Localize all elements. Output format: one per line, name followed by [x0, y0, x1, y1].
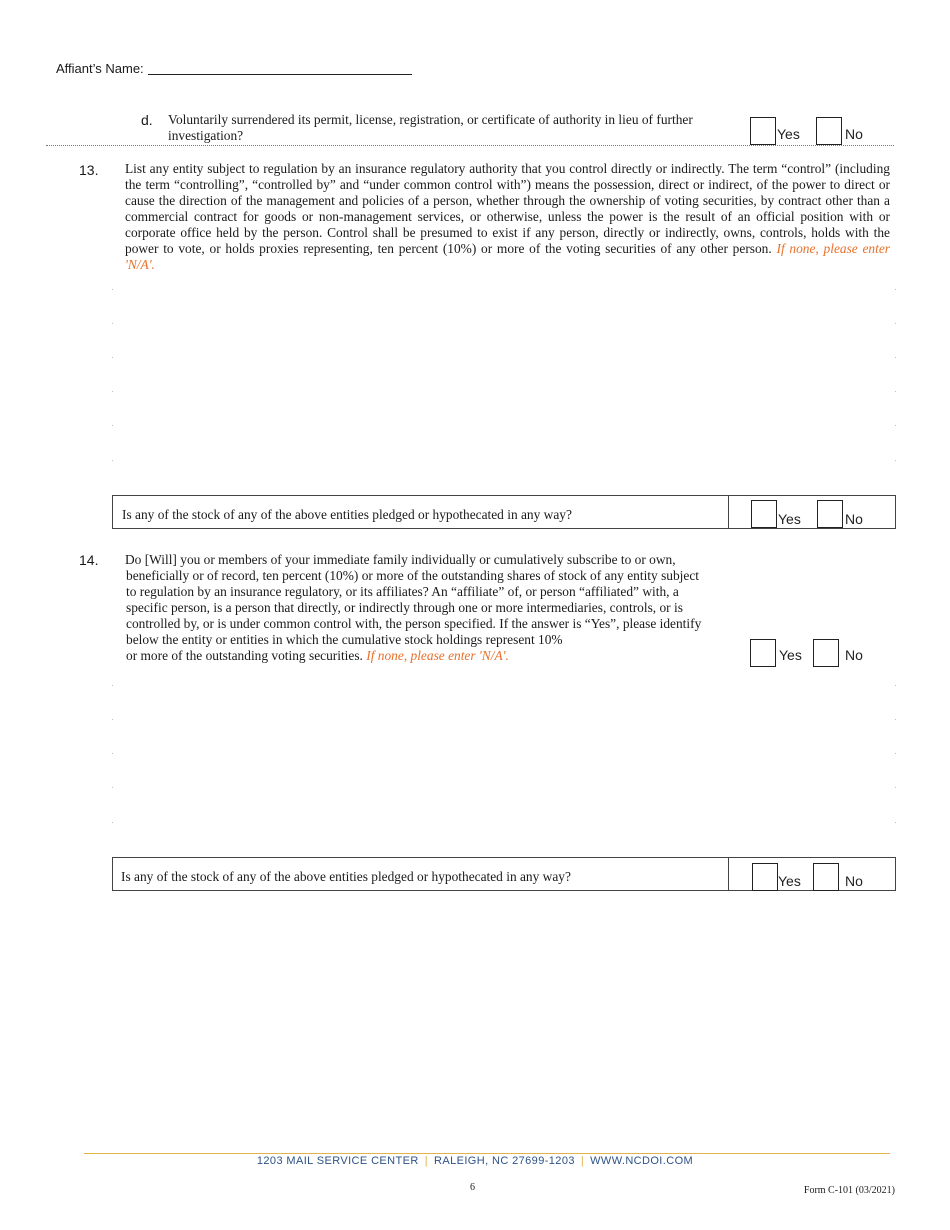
q14-line-2: beneficially or of record, ten percent (10%) or more of the outstanding shares of stock of any entity subject	[126, 568, 699, 583]
q14-entry-line-4[interactable]	[112, 787, 896, 788]
q13-number: 13.	[79, 162, 99, 178]
q14-number: 14.	[79, 552, 99, 568]
q14-line-5: controlled by, or is under common control with, the person specified. If the answer is “Yes”, please identify	[126, 616, 702, 631]
q13-pledge-yes-checkbox[interactable]	[751, 500, 777, 528]
item-d-yes-checkbox[interactable]	[750, 117, 776, 145]
footer-address-bar: 1203 MAIL SERVICE CENTER | RALEIGH, NC 27699-1203 | WWW.NCDOI.COM	[256, 1155, 694, 1167]
footer-address: 1203 MAIL SERVICE CENTER	[256, 1155, 419, 1167]
footer-website[interactable]: WWW.NCDOI.COM	[590, 1155, 694, 1167]
q14-line-6: below the entity or entities in which the cumulative stock holdings represent 10%	[126, 632, 563, 647]
item-d-no-label: No	[845, 126, 863, 142]
q13-body: List any entity subject to regulation by an insurance regulatory authority that you control directly or indirectly. The term “control” (including the term “controlling”, “controlled by” and “under common control with”) means the possession, direct or indirect, of the power to direct or cause the direction of the management and policies of a person, whether through the ownership of voting securities, by contract other than a commercial contract for goods or non-management services, or otherwise, unless the power is the result of an official position with or corporate office held by the person. Control shall be presumed to exist if any person, directly or indirectly, owns, controls, holds with the power to vote, or holds proxies representing, ten percent (10%) or more of the voting securities of any other person.	[125, 161, 890, 256]
q13-entry-line-5[interactable]	[112, 425, 896, 426]
q14-entry-line-5[interactable]	[112, 822, 896, 823]
item-d-yes-label: Yes	[777, 126, 800, 142]
q13-entry-line-4[interactable]	[112, 391, 896, 392]
q14-entry-line-2[interactable]	[112, 719, 896, 720]
q13-pledge-no-checkbox[interactable]	[817, 500, 843, 528]
item-d-letter: d.	[141, 112, 153, 128]
q14-text	[125, 552, 750, 664]
affiant-name-field[interactable]	[148, 74, 412, 75]
section-divider	[46, 145, 894, 146]
q14-yes-checkbox[interactable]	[750, 639, 776, 667]
item-d-text: Voluntarily surrendered its permit, license, registration, or certificate of authority in lieu of further investigation?	[168, 112, 693, 143]
q14-no-checkbox[interactable]	[813, 639, 839, 667]
q14-entry-line-1[interactable]	[112, 685, 896, 686]
q13-pledge-no-label: No	[845, 511, 863, 527]
q14-no-label: No	[845, 647, 863, 663]
affiant-name-label: Affiant’s Name:	[56, 61, 144, 76]
footer-rule	[84, 1153, 890, 1154]
q13-entry-line-6[interactable]	[112, 460, 896, 461]
footer-city: RALEIGH, NC 27699-1203	[433, 1155, 575, 1167]
q14-line-4: specific person, is a person that directly, or indirectly through one or more intermediaries, controls, or is	[126, 600, 683, 615]
q13-pledge-divider	[728, 496, 729, 528]
q14-note: If none, please enter 'N/A'.	[366, 648, 509, 663]
q13-entry-line-3[interactable]	[112, 357, 896, 358]
q13-entry-line-2[interactable]	[112, 323, 896, 324]
q14-pledge-no-label: No	[845, 873, 863, 889]
q14-line-7: or more of the outstanding voting securities.	[126, 648, 363, 663]
q14-yes-label: Yes	[779, 647, 802, 663]
q13-text	[125, 161, 890, 273]
q13-entry-line-1[interactable]	[112, 289, 896, 290]
q14-pledge-yes-label: Yes	[778, 873, 801, 889]
q14-pledge-question: Is any of the stock of any of the above entities pledged or hypothecated in any way?	[121, 869, 571, 884]
q14-line-7-wrap	[125, 648, 750, 664]
q14-pledge-divider	[728, 858, 729, 890]
q14-entry-line-3[interactable]	[112, 753, 896, 754]
item-d-no-checkbox[interactable]	[816, 117, 842, 145]
q13-note: If none, please enter 'N/A'.	[125, 241, 890, 272]
page-number: 6	[470, 1182, 475, 1193]
q14-line-1: Do [Will] you or members of your immediate family individually or cumulatively subscribe to or own,	[125, 552, 676, 567]
q14-pledge-yes-checkbox[interactable]	[752, 863, 778, 891]
q13-pledge-yes-label: Yes	[778, 511, 801, 527]
q14-line-3: to regulation by an insurance regulatory, or its affiliates? An “affiliate” of, or person “affiliated” with, a	[126, 584, 679, 599]
q14-pledge-no-checkbox[interactable]	[813, 863, 839, 891]
form-id: Form C-101 (03/2021)	[803, 1185, 895, 1196]
q13-pledge-question: Is any of the stock of any of the above entities pledged or hypothecated in any way?	[122, 507, 572, 522]
